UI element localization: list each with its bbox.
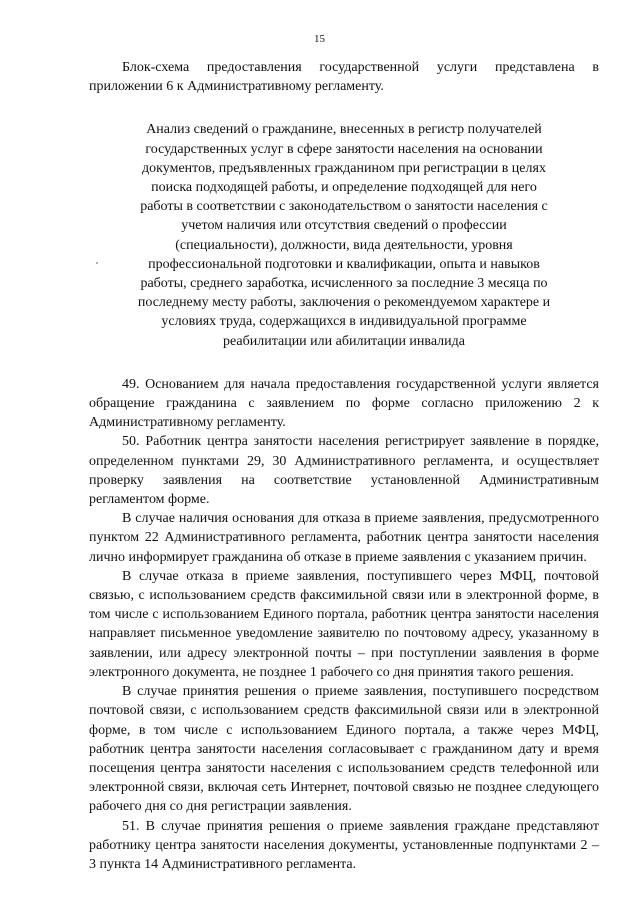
paragraph-refusal-in-person: В случае наличия основания для отказа в приеме заявления, предусмотренного пунктом 22 Административного регламента, работник центра занятости населения лично информирует гражданина об отказе в приеме заявления с указанием причин. [89, 511, 599, 565]
paragraph-refusal-remote: В случае отказа в приеме заявления, поступившего через МФЦ, почтовой связью, с использованием средств факсимильной связи или в электронной форме, в том числе с использованием Единого портала, работник центра занятости населения направляет письменное уведомление заявителю по почтовому адресу, указанному в заявлении, или адресу электронной почты – при поступлении заявления в форме электронного документа, не позднее 1 рабочего со дня принятия такого решения. [89, 568, 599, 680]
paragraph-50: 50. Работник центра занятости населения регистрирует заявление в порядке, определенном пунктами 29, 30 Административного регламента, и осуществляет проверку заявления на соответствие установленной Административным регламентом форме. [89, 434, 599, 508]
flowchart-box-text: Анализ сведений о гражданине, внесенных в регистр получателей государственных услуг в сфере занятости населения на основании документов, предъявленных гражданином при регистрации в целях поиска подходящей работы, и определение подходящей для него работы в соответствии с законодательством о занятости населения с учетом наличия или отсутствия сведений о профессии (специальности), должности, вида деятельности, уровня профессиональной подготовки и квалификации, опыта и навыков работы, среднего заработка, исчисленного за последние 3 месяца по последнему месту работы, заключения о рекомендуемом характере и условиях труда, содержащихся в индивидуальной программе реабилитации или абилитации инвалида [137, 122, 551, 349]
paragraph-51: 51. В случае принятия решения о приеме заявления граждане представляют работнику центра занятости населения документы, установленные подпунктами 2 – 3 пункта 14 Административного регламента. [89, 818, 599, 872]
paragraph-49: 49. Основанием для начала предоставления государственной услуги является обращение гражданина с заявлением по форме согласно приложению 2 к Административному регламенту. [89, 376, 599, 431]
intro-paragraph: Блок-схема предоставления государственной услуги представлена в приложении 6 к Административному регламенту. [89, 60, 599, 95]
page-content [89, 58, 599, 874]
page-number: 15 [314, 33, 325, 45]
paragraph-acceptance: В случае принятия решения о приеме заявления, поступившего посредством почтовой связи, с использованием средств факсимильной связи или в электронной форме, в том числе с использованием Единого портала, а также через МФЦ, работник центра занятости населения согласовывает с гражданином дату и время посещения центра занятости населения с использованием средств телефонной или электронной связи, включая сеть Интернет, почтовой связью не позднее следующего рабочего дня со дня регистрации заявления. [89, 684, 599, 815]
